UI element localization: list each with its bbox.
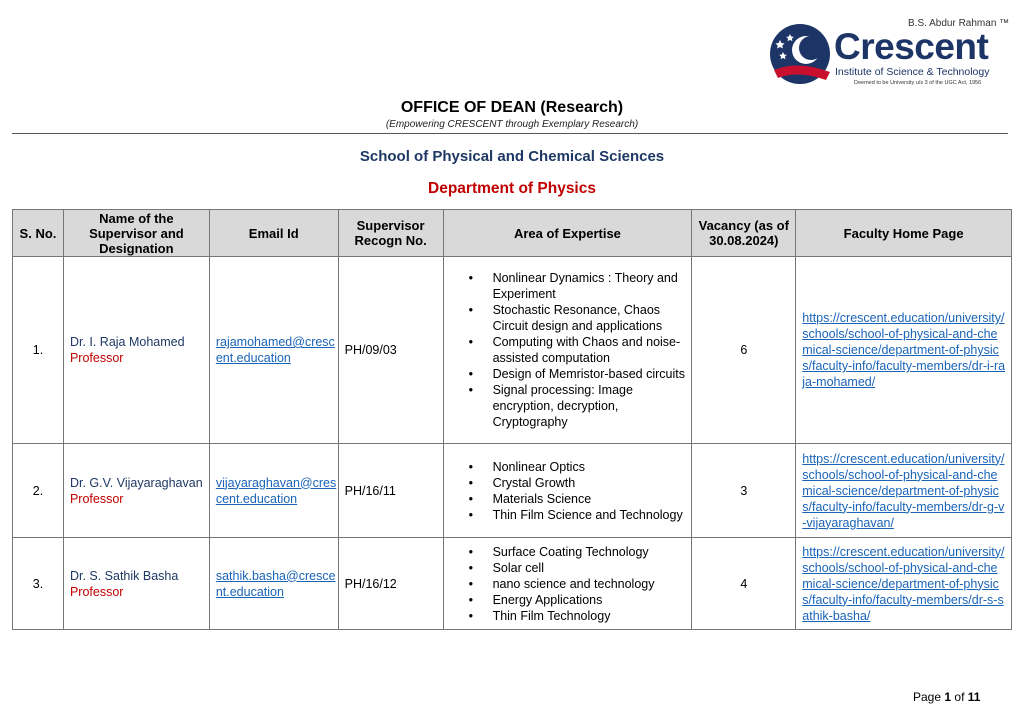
expertise-list: [444, 459, 692, 523]
table-row: [13, 538, 1012, 630]
expertise-item: • Energy Applications: [469, 592, 692, 608]
supervisor-cell: [63, 257, 209, 444]
expertise-cell: [443, 538, 692, 630]
expertise-item: • Stochastic Resonance, Chaos Circuit design and applications: [469, 302, 692, 334]
table-row: [13, 257, 1012, 444]
designation: Professor: [69, 491, 124, 506]
designation: Professor: [69, 351, 124, 365]
expertise-item: • Computing with Chaos and noise-assisted computation: [469, 334, 692, 366]
current-page: 1: [944, 690, 952, 704]
homepage-cell: [796, 538, 1012, 630]
expertise-item: • Nonlinear Optics: [469, 459, 692, 475]
department-title: Department of Physics: [428, 180, 596, 197]
logo-deemed: Deemed to be University u/s 3 of the UGC Act, 1956: [854, 80, 982, 86]
email-link[interactable]: sathik.basha@crescent.education: [215, 568, 336, 599]
supervisor-cell: [63, 538, 209, 630]
email-cell: [209, 538, 338, 630]
homepage-link[interactable]: https://crescent.education/university/schools/school-of-physical-and-chemical-science/department-of-physics/faculty-info/faculty-members/dr-i-raja-mohamed/: [802, 311, 1006, 389]
serial-number: 2.: [13, 444, 64, 538]
expertise-item: • Crystal Growth: [469, 475, 692, 491]
recogn-number: PH/09/03: [338, 257, 443, 444]
column-header: Name of the Supervisor and Designation: [63, 210, 209, 257]
of-label: of: [954, 690, 965, 704]
page-number: [913, 690, 980, 704]
supervisor-table: [12, 209, 1012, 630]
supervisor-name: Dr. I. Raja Mohamed: [69, 335, 185, 349]
expertise-item: • Signal processing: Image encryption, decryption, Cryptography: [469, 382, 692, 430]
logo-institute: Institute of Science & Technology: [835, 66, 990, 78]
crescent-logo: [768, 18, 1018, 94]
column-header: S. No.: [13, 210, 64, 257]
logo-brand: Crescent: [834, 26, 989, 67]
tagline: (Empowering CRESCENT through Exemplary Research): [385, 119, 639, 130]
recogn-number: PH/16/11: [338, 444, 443, 538]
column-header: Email Id: [209, 210, 338, 257]
designation: Professor: [69, 584, 124, 599]
vacancy: 4: [692, 538, 796, 630]
header-row: [13, 210, 1012, 257]
expertise-item: • Thin Film Science and Technology: [469, 507, 692, 523]
serial-number: 1.: [13, 257, 64, 444]
email-link[interactable]: rajamohamed@crescent.education: [215, 335, 335, 365]
homepage-cell: [796, 257, 1012, 444]
column-header: Vacancy (as of 30.08.2024): [692, 210, 796, 257]
recogn-number: PH/16/12: [338, 538, 443, 630]
expertise-list: [444, 270, 692, 430]
supervisor-name: Dr. G.V. Vijayaraghavan: [69, 475, 203, 490]
serial-number: 3.: [13, 538, 64, 630]
expertise-item: • Nonlinear Dynamics : Theory and Experiment: [469, 270, 692, 302]
logo-top-text: B.S. Abdur Rahman ™: [908, 18, 1010, 29]
page-label: Page: [913, 690, 942, 704]
school-title: School of Physical and Chemical Sciences: [359, 148, 665, 165]
table-row: [13, 444, 1012, 538]
expertise-item: • Design of Memristor-based circuits: [469, 366, 692, 382]
supervisor-cell: [63, 444, 209, 538]
vacancy: 3: [692, 444, 796, 538]
expertise-item: • Surface Coating Technology: [469, 544, 692, 560]
email-link[interactable]: vijayaraghavan@crescent.education: [215, 475, 337, 506]
total-pages: 11: [967, 690, 981, 704]
divider: [12, 133, 1008, 134]
expertise-item: • Solar cell: [469, 560, 692, 576]
column-header: Area of Expertise: [443, 210, 692, 257]
expertise-item: • nano science and technology: [469, 576, 692, 592]
column-header: Faculty Home Page: [796, 210, 1012, 257]
vacancy: 6: [692, 257, 796, 444]
column-header: Supervisor Recogn No.: [338, 210, 443, 257]
expertise-item: • Thin Film Technology: [469, 608, 692, 624]
office-title: OFFICE OF DEAN (Research): [400, 99, 624, 116]
homepage-link[interactable]: https://crescent.education/university/schools/school-of-physical-and-chemical-science/department-of-physics/faculty-info/faculty-members/dr-g-v-vijayaraghavan/: [802, 451, 1005, 530]
expertise-cell: [443, 257, 692, 444]
expertise-list: [444, 544, 692, 624]
homepage-cell: [796, 444, 1012, 538]
logo-emblem-icon: [768, 24, 832, 88]
email-cell: [209, 257, 338, 444]
homepage-link[interactable]: https://crescent.education/university/schools/school-of-physical-and-chemical-science/department-of-physics/faculty-info/faculty-members/dr-s-sathik-basha/: [802, 544, 1005, 623]
supervisor-name: Dr. S. Sathik Basha: [69, 568, 179, 583]
email-cell: [209, 444, 338, 538]
expertise-item: • Materials Science: [469, 491, 692, 507]
expertise-cell: [443, 444, 692, 538]
